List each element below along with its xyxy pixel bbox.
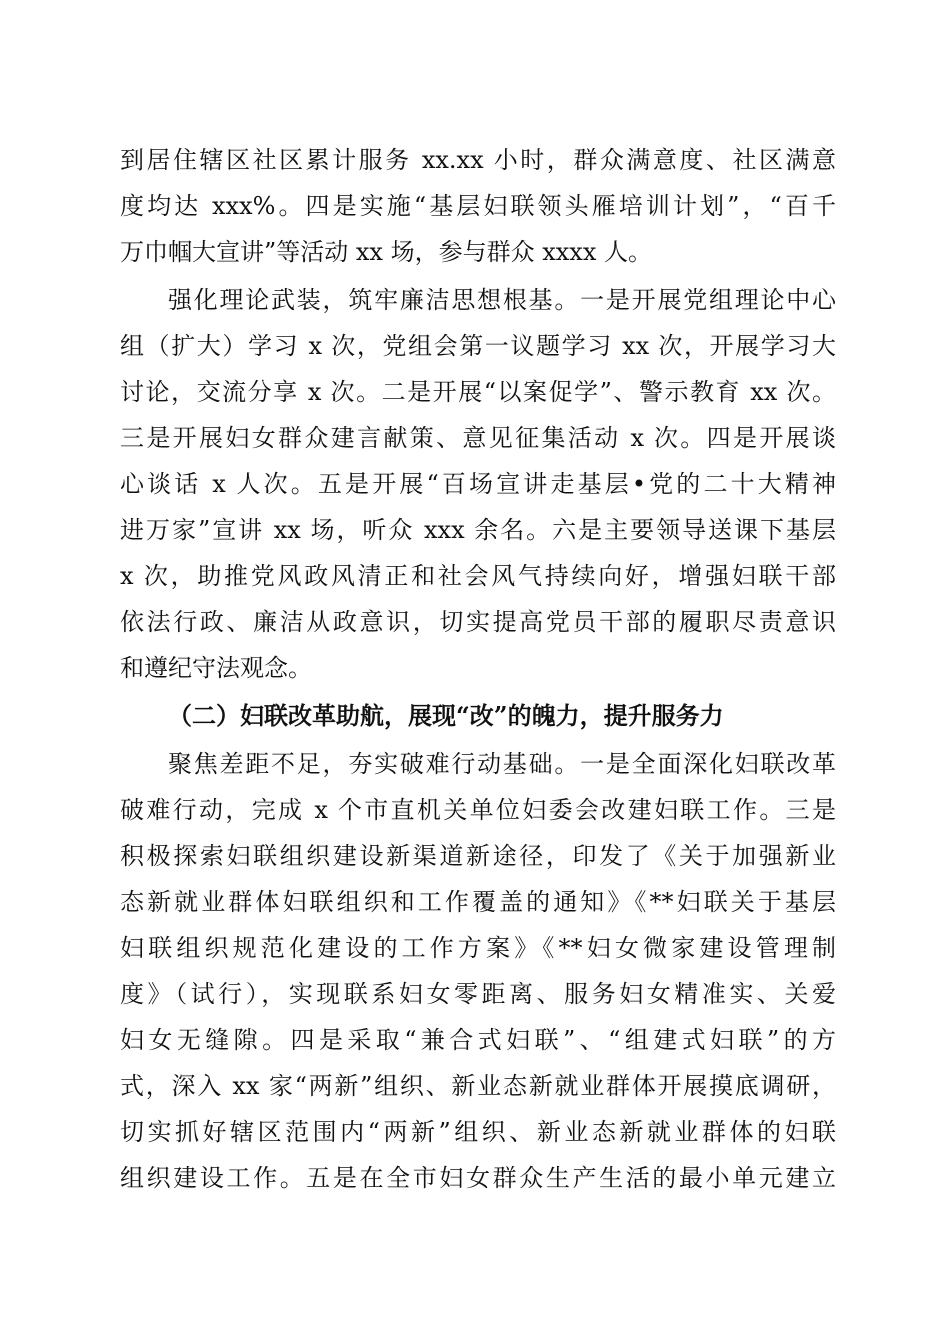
text-line: 度》（试行），实现联系妇女零距离、服务妇女精准实、关爱 (120, 980, 836, 1008)
text-line: x 次，助推党风政风清正和社会风气持续向好，增强妇联干部 (120, 562, 836, 590)
text-line: 积极探索妇联组织建设新渠道新途径，印发了《关于加强新业 (120, 842, 836, 870)
text-line: 度均达 xxx%。四是实施“基层妇联领头雁培训计划”，“百千 (120, 192, 836, 220)
text-line: 组（扩大）学习 x 次，党组会第一议题学习 xx 次，开展学习大 (120, 332, 836, 360)
text-line: 态新就业群体妇联组织和工作覆盖的通知》《**妇联关于基层 (120, 888, 836, 916)
text-line: 组织建设工作。五是在全市妇女群众生产生活的最小单元建立 (120, 1164, 836, 1192)
text-line: 妇女无缝隙。四是采取“兼合式妇联”、“组建式妇联”的方 (120, 1026, 836, 1054)
text-line: 和遵纪守法观念。 (120, 654, 312, 682)
text-line: 妇联组织规范化建设的工作方案》《**妇女微家建设管理制 (120, 934, 836, 962)
text-line: 进万家”宣讲 xx 场，听众 xxx 余名。六是主要领导送课下基层 (120, 516, 836, 544)
text-line: 到居住辖区社区累计服务 xx.xx 小时，群众满意度、社区满意 (120, 146, 836, 174)
text-line: 讨论，交流分享 x 次。二是开展“以案促学”、警示教育 xx 次。 (120, 378, 836, 406)
text-line: 依法行政、廉洁从政意识，切实提高党员干部的履职尽责意识 (120, 608, 836, 636)
text-line: 三是开展妇女群众建言献策、意见征集活动 x 次。四是开展谈 (120, 424, 836, 452)
text-line: 心谈话 x 人次。五是开展“百场宣讲走基层•党的二十大精神 (120, 470, 836, 498)
text-line: 式，深入 xx 家“两新”组织、新业态新就业群体开展摸底调研， (120, 1072, 836, 1100)
paragraph-start-line: 聚焦差距不足，夯实破难行动基础。一是全面深化妇联改革 (168, 750, 836, 778)
text-line: 切实抓好辖区范围内“两新”组织、新业态新就业群体的妇联 (120, 1118, 836, 1146)
section-heading: （二）妇联改革助航，展现“改”的魄力，提升服务力 (168, 701, 724, 730)
text-line: 破难行动，完成 x 个市直机关单位妇委会改建妇联工作。三是 (120, 796, 836, 824)
paragraph-start-line: 强化理论武装，筑牢廉洁思想根基。一是开展党组理论中心 (168, 286, 836, 314)
text-line: 万巾帼大宣讲”等活动 xx 场，参与群众 xxxx 人。 (120, 238, 652, 266)
